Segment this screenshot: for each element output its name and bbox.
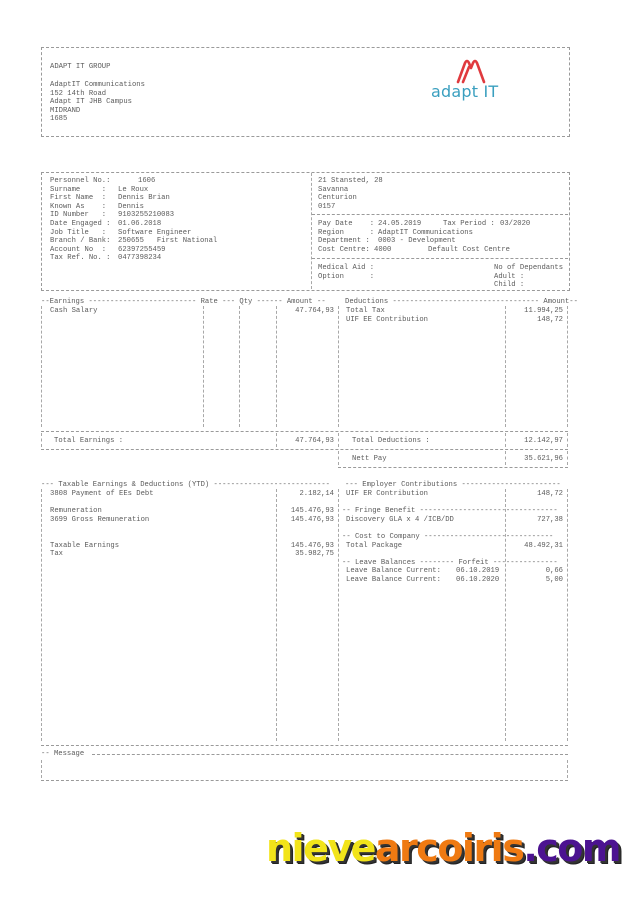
watermark-part-1: nieve [266, 826, 375, 870]
child-label: Child : [494, 281, 525, 290]
cost-centre-name: Default Cost Centre [428, 245, 510, 254]
qty-col-divider [239, 306, 240, 427]
pay-date: 24.05.2019 [378, 220, 422, 228]
field-label: Date Engaged : [50, 220, 111, 228]
mid-col-divider [338, 306, 339, 427]
message-right-border [567, 760, 568, 778]
ytd-item-amount: 145.476,93 [290, 507, 334, 516]
home-address-line-3: Centurion [318, 194, 357, 203]
ytd-item-name: Tax [50, 550, 63, 559]
fringe-benefit-amount: 727,38 [537, 515, 563, 524]
leave-balance-label: Leave Balance Current: [346, 567, 441, 576]
leave-balance-amount: 5,00 [545, 576, 563, 584]
field-label: ID Number : [50, 211, 107, 220]
option-label: Option : [318, 272, 375, 281]
nett-pay: 35.621,96 [524, 455, 563, 463]
message-top-divider [41, 745, 568, 746]
logo-text: adapt IT [431, 82, 499, 101]
ytd-item-amount: 145.476,93 [290, 515, 334, 524]
message-bottom-divider [41, 780, 568, 781]
known-as: Dennis [118, 202, 144, 211]
dependants-label: No of Dependants [494, 264, 564, 272]
pay-date-label: Pay Date : [318, 220, 375, 228]
surname: Le Roux [118, 185, 149, 194]
cost-to-company-header: -- Cost to Company ------------------------------ [342, 533, 554, 541]
leave-balance-date: 06.10.2019 [456, 567, 500, 576]
nett-right-border [567, 451, 568, 465]
deduction-amount: 148,72 [537, 315, 563, 324]
tax-period: 03/2020 [500, 220, 531, 228]
total-earnings-label: Total Earnings : [54, 437, 124, 445]
total-deductions-label: Total Deductions : [352, 437, 430, 445]
field-label: Known As : [50, 202, 107, 211]
first-name: Dennis Brian [118, 194, 170, 203]
watermark [266, 826, 620, 870]
tax-period-label: Tax Period : [443, 220, 495, 228]
deduction-name: Total Tax [346, 307, 385, 315]
nett-pay-label: Nett Pay [352, 455, 387, 463]
employer-contrib-name: UIF ER Contribution [346, 490, 428, 498]
ytd-header: --- Taxable Earnings & Deductions (YTD) --------------------------- [41, 481, 330, 489]
ytd-item-amount: 2.182,14 [299, 490, 334, 498]
home-address-line-2: Savanna [318, 185, 349, 194]
fringe-benefit-header: -- Fringe Benefit -------------------------------- [342, 507, 558, 516]
ytd-item-amount: 145.476,93 [290, 541, 334, 550]
department-label: Department : [318, 237, 370, 246]
cost-centre-label: Cost Centre: [318, 245, 370, 254]
employer-contrib-amount: 148,72 [537, 490, 563, 498]
totals-amount-divider [276, 433, 277, 447]
company-address-line-5: 1685 [50, 115, 68, 124]
totals-right-border [567, 433, 568, 447]
deduction-amount: 11.994,25 [524, 307, 563, 315]
tax-ref-no: 0477398234 [118, 254, 162, 263]
message-header-line [92, 754, 568, 755]
field-label: Branch / Bank: [50, 237, 111, 246]
field-label: Surname : [50, 185, 107, 194]
nett-left-border [338, 451, 339, 465]
field-label: Tax Ref. No. : [50, 254, 111, 263]
account-no: 62397255459 [118, 245, 166, 254]
deduction-name: UIF EE Contribution [346, 315, 428, 324]
personnel-no: 1606 [138, 177, 156, 185]
medical-divider [312, 258, 568, 259]
department: 0003 - Development [378, 237, 456, 246]
employer-header: --- Employer Contributions ----------------------- [345, 481, 561, 489]
message-header: -- Message [41, 750, 85, 758]
home-address-line-1: 21 Stansted, 28 [318, 177, 383, 185]
total-package: 48.492,31 [524, 541, 563, 550]
total-package-label: Total Package [346, 541, 403, 550]
employer-amount-divider [505, 489, 506, 741]
branch-bank: 250655 First National [118, 237, 218, 246]
region: AdaptIT Communications [378, 228, 473, 237]
company-address-line-3: Adapt IT JHB Campus [50, 98, 132, 107]
medical-aid-label: Medical Aid : [318, 264, 375, 272]
watermark-part-3: .com [523, 826, 621, 870]
leave-balance-label: Leave Balance Current: [346, 576, 441, 584]
ytd-amount-divider [276, 489, 277, 741]
ytd-item-name: Taxable Earnings [50, 541, 120, 550]
home-address-line-4: 0157 [318, 202, 336, 211]
field-label: Job Title : [50, 228, 107, 237]
nett-bottom-divider [338, 467, 568, 468]
adult-label: Adult : [494, 272, 525, 281]
ytd-left-border [41, 489, 42, 741]
company-address-line-2: 152 14th Road [50, 89, 107, 98]
id-number: 9103255210083 [118, 211, 175, 220]
rate-col-divider [203, 306, 204, 427]
earning-name: Cash Salary [50, 307, 98, 315]
adapt-it-logo [430, 58, 510, 104]
company-group: ADAPT IT GROUP [50, 63, 111, 71]
ytd-item-name: 3699 Gross Remuneration [50, 515, 150, 524]
amount-col-divider [276, 306, 277, 427]
ytd-right-border [567, 489, 568, 741]
right-border [567, 306, 568, 427]
leave-balances-header: -- Leave Balances -------- Forfeit --------------- [342, 559, 558, 567]
pay-info-divider [312, 214, 568, 215]
field-label: Account No : [50, 245, 107, 254]
ytd-item-name: Remuneration [50, 507, 102, 516]
total-earnings: 47.764,93 [295, 437, 334, 445]
personnel-no-label: Personnel No.: [50, 177, 111, 185]
company-address-line-4: MIDRAND [50, 106, 81, 115]
earnings-header: --Earnings ------------------------- Rate --- Qty ------ Amount -- [41, 298, 326, 306]
message-left-border [41, 760, 42, 778]
deductions-header: Deductions ---------------------------------- Amount-- [345, 298, 578, 306]
leave-balance-amount: 0,66 [545, 567, 563, 576]
fringe-benefit-name: Discovery GLA x 4 /ICB/DD [346, 515, 454, 524]
ytd-mid-divider [338, 489, 339, 741]
cost-centre: 4000 [374, 245, 392, 254]
earnings-left-border [41, 306, 42, 427]
totals-left-border [41, 433, 42, 447]
ytd-item-amount: 35.982,75 [295, 550, 334, 559]
earning-amount: 47.764,93 [295, 307, 334, 315]
region-label: Region : [318, 228, 375, 237]
company-address-line-1: AdaptIT Communications [50, 81, 145, 89]
logo-mark-icon [430, 58, 510, 84]
totals-mid-divider [338, 433, 339, 447]
field-label: First Name : [50, 194, 107, 203]
ytd-item-name: 3808 Payment of EEs Debt [50, 490, 154, 498]
employee-divider [311, 173, 312, 289]
leave-balance-date: 06.10.2020 [456, 576, 500, 584]
totals-top-divider [41, 431, 568, 432]
job-title: Software Engineer [118, 228, 192, 237]
total-deductions: 12.142,97 [524, 437, 563, 445]
totals-bottom-divider [41, 449, 568, 450]
watermark-part-2: arcoiris [374, 826, 524, 870]
date-engaged: 01.06.2018 [118, 220, 162, 228]
